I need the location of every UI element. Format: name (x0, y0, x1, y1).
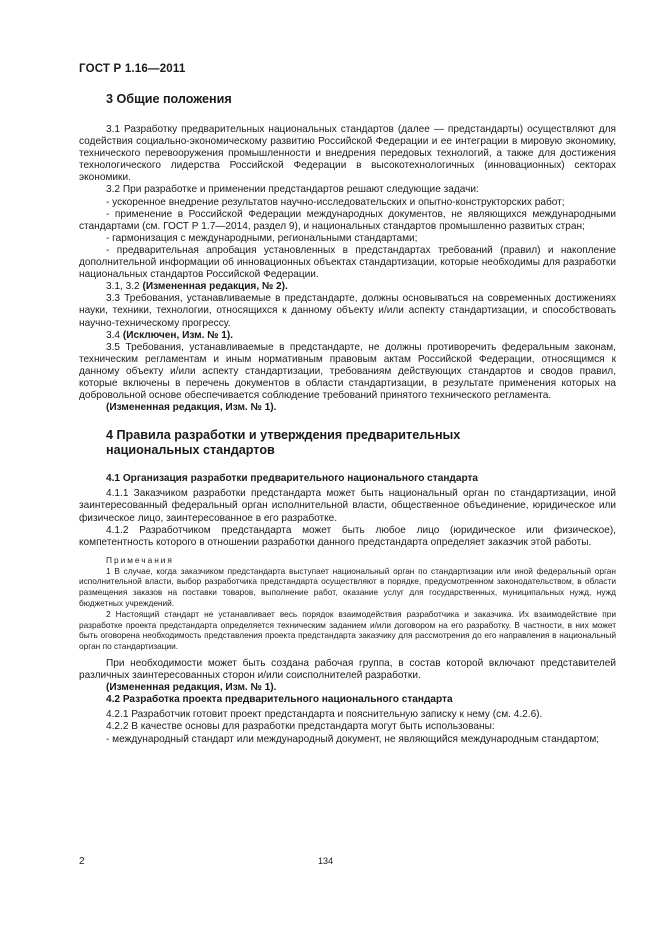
subsection-4-2-title: 4.2 Разработка проекта предварительного национального стандарта (106, 694, 453, 706)
paragraph-4-2-1: 4.2.1 Разработчик готовит проект предстандарта и пояснительную записку к нему (см. 4.2.6). (106, 709, 543, 721)
note-2: 2 Настоящий стандарт не устанавливает весь порядок взаимодействия разработчика и заказчика. Их взаимодействие при разработке проекта предстандарта определяется техническим заданием и/или договором на его разработку. В частности, в них может быть оговорена необходимость представления проекта предстандарта заказчику для рассмотрения до его направления в национальный орган по стандартизации. (79, 608, 616, 652)
document-header: ГОСТ Р 1.16—2011 (79, 63, 186, 75)
amendment-ref: 3.4 (106, 329, 121, 341)
paragraph-3-5: 3.5 Требования, устанавливаемые в предстандарте, не должны противоречить федеральным законам, техническим регламентам и иным нормативным правовым актам Российской Федерации, относящимся к данному объекту и/или аспекту стандартизации, требованиям действующих стандартов и сводов правил, которые включены в перечень документов в области стандартизации, в результате применения которых на добровольной основе обеспечивается соблюдение требований принятого технического регламента. (79, 341, 616, 402)
sheet-number: 134 (318, 856, 334, 866)
notes-title: Примечания (106, 554, 174, 565)
list-item-4-2-2-a: - международный стандарт или международный документ, не являющийся международным стандартом; (106, 733, 600, 745)
list-item-3-2-a: - ускоренное внедрение результатов научно-исследовательских и опытно-конструкторских работ; (106, 196, 565, 208)
amendment-3-4 (79, 330, 616, 342)
paragraph-4-1-1: 4.1.1 Заказчиком разработки предстандарта может быть национальный орган по стандартизации, иной заинтересованный федеральный орган исполнительной власти, общественное объединение, юридическое или физическое лицо, заинтересованное в его разработке. (79, 488, 616, 524)
amendment-ref: 3.1, 3.2 (106, 281, 140, 293)
notes-block (79, 555, 616, 652)
paragraph-working-group: При необходимости может быть создана рабочая группа, в состав которой включают представителей различных заинтересованных сторон и/или соисполнителей разработки. (79, 657, 616, 682)
amendment-3-5: (Измененная редакция, Изм. № 1). (106, 402, 277, 414)
section-3-title: 3 Общие положения (106, 92, 232, 106)
list-item-3-2-b: - применение в Российской Федерации международных документов, не являющихся международными стандартами (см. ГОСТ Р 1.7—2014, раздел 9), и национальных стандартов промышленно развитых стран; (79, 208, 616, 232)
amendment-3-1-3-2 (79, 281, 616, 293)
paragraph-3-1: 3.1 Разработку предварительных национальных стандартов (далее — предстандарты) осуществляют для содействия социально-экономическому развитию Российской Федерации и ее интеграции в мировую экономику, технического перевооружения промышленности и внедрения передовых технологий, а также для достижения технологического лидерства Российской Федерации в высокотехнологичных (инновационных) секторах экономики. (79, 124, 616, 184)
paragraph-3-3: 3.3 Требования, устанавливаемые в предстандарте, должны основываться на современных достижениях науки, техники, технологии, относящихся к данному объекту и/или аспекту стандартизации, и способствовать научно-техническому прогрессу. (79, 293, 616, 329)
section-4-title-line-1: 4 Правила разработки и утверждения предварительных (106, 428, 461, 443)
list-item-3-2-c: - гармонизация с международными, региональными стандартами; (106, 232, 418, 244)
list-item-3-2-d: - предварительная апробация установленных в предстандартах требований (правил) и накопление дополнительной информации об инновационных объектах стандартизации, которые необходимы для разработки национальных стандартов Российской Федерации. (79, 244, 616, 281)
amendment-working-group: (Измененная редакция, Изм. № 1). (106, 682, 277, 694)
section-4-title (79, 428, 616, 458)
note-1: 1 В случае, когда заказчиком предстандарта выступает национальный орган по стандартизации или иной федеральный орган исполнительной власти, выбор разработчика предстандарта осуществляют в порядке, предусмотренном законодательством, в области размещения заказов на поставки товаров, выполнение работ, оказание услуг для государственных, муниципальных нужд, нужд бюджетных учреждений. (79, 565, 616, 608)
document-body (79, 92, 616, 746)
paragraph-3-2: 3.2 При разработке и применении предстандартов решают следующие задачи: (106, 184, 479, 196)
paragraph-4-1-2: 4.1.2 Разработчиком предстандарта может быть любое лицо (юридическое или физическое), компетентность которого в отношении разработки данного предстандарта определяет заказчик этой работы. (79, 524, 616, 548)
subsection-4-1-title: 4.1 Организация разработки предварительного национального стандарта (106, 473, 479, 485)
page-number: 2 (79, 856, 85, 867)
amendment-note: (Исключен, Изм. № 1). (122, 329, 234, 341)
section-4-title-line-2: национальных стандартов (106, 443, 275, 458)
paragraph-4-2-2: 4.2.2 В качестве основы для разработки предстандарта могут быть использованы: (106, 721, 495, 733)
amendment-note: (Измененная редакция, № 2). (142, 281, 288, 293)
